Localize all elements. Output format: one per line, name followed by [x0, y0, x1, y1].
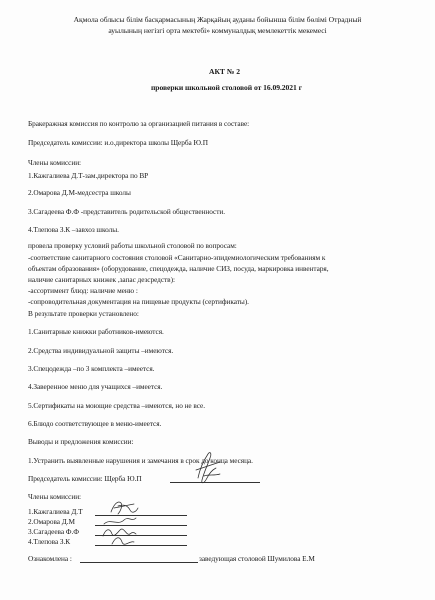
check-line-1: провела проверку условий работы школьной столовой по вопросам:	[28, 241, 237, 250]
check-line-2: -соответствие санитарного состояния столовой «Санитарно-эпидемиологическим требованиям к	[28, 253, 326, 262]
members-title: Члены комиссии:	[28, 158, 82, 167]
member-4: 4.Тлепова З.К –завхоз школы.	[28, 225, 119, 234]
acquainted-suffix: заведующая столовой Шумилова Е.М	[199, 554, 315, 563]
member-3: 3.Сагадеева Ф.Ф -представитель родительской общественности.	[28, 207, 225, 216]
member-1: 1.Кажгалиева Д.Т-зам.директора по ВР	[28, 171, 149, 180]
member-4-signature	[108, 532, 138, 552]
commission-chair: Председатель комиссии: и.о.директора школы Щерба Ю.П	[28, 138, 208, 147]
finding-2: 2.Средства индивидуальной защиты –имеются.	[28, 346, 174, 355]
finding-6: 6.Блюдо соответствующее в меню-имеется.	[28, 419, 162, 428]
act-number: АКТ № 2	[209, 67, 240, 76]
commission-intro: Бракеражная комиссия по контролю за организацией питания в составе:	[28, 119, 250, 128]
act-subtitle: проверки школьной столовой от 16.09.2021 г	[150, 83, 303, 92]
acquainted-line	[80, 562, 198, 563]
conclusions-title: Выводы и предложения комиссии:	[28, 437, 134, 446]
signature-member-1: 1.Кажгалиева Д.Т	[28, 507, 83, 516]
signature-member-3: 3.Сагадеева Ф.Ф	[28, 527, 80, 536]
check-line-7: В результате проверки установлено:	[28, 309, 139, 318]
signature-members-title: Члены комиссии:	[28, 492, 82, 501]
check-line-6: -сопроводительная документация на пищевые продукты (сертификаты).	[28, 297, 249, 306]
finding-1: 1.Санитарные книжки работников-имеются.	[28, 327, 164, 336]
finding-5: 5.Сертификаты на моющие средства –имеются, но не все.	[28, 401, 205, 410]
signature-member-2: 2.Омарова Д.М	[28, 517, 75, 526]
school-header-line-1: Ақмола облысы білім басқармасының Жарқайың ауданы бойынша білім бөлімі Отрадный	[73, 15, 362, 24]
finding-4: 4.Заверенное меню для учащихся –имеется.	[28, 382, 163, 391]
check-line-4: наличие санитарных книжек ,запас дезсредств):	[28, 275, 175, 284]
acquainted-label: Ознакомлена :	[28, 554, 72, 563]
member-2: 2.Омарова Д.М-медсестра школы	[28, 188, 131, 197]
chair-signature-label: Председатель комиссии: Щерба Ю.П	[28, 474, 142, 483]
finding-3: 3.Спецодежда –по 3 комплекта –имеется.	[28, 364, 155, 373]
check-line-3: объектам образования» (оборудование, спецодежда, наличие СИЗ, посуда, маркировка инвентаря,	[28, 264, 329, 273]
chair-signature	[190, 448, 230, 490]
signature-member-4: 4.Тлепова З.К	[28, 537, 71, 546]
conclusion-1: 1.Устранить выявленные нарушения и замечания в срок до конца месяца.	[28, 456, 253, 465]
school-header-line-2: ауылының негізгі орта мектебі» коммуналдық мемлекеттік мекемесі	[108, 26, 327, 35]
check-line-5: -ассортимент блюд: наличие меню :	[28, 286, 138, 295]
